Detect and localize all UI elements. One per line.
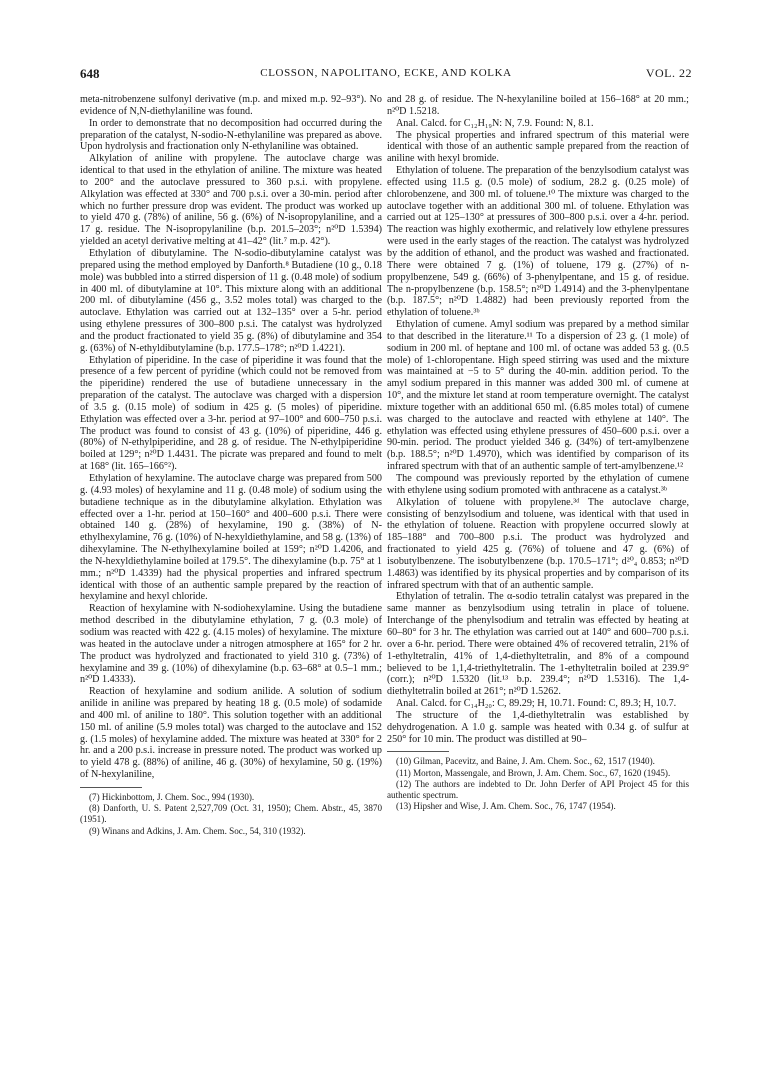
page-number: 648: [80, 66, 100, 81]
paragraph: The compound was previously reported by the ethylation of cumene with ethylene using sodium promoted with anthracene as a catalyst.³ᵇ: [387, 473, 689, 496]
paragraph: The structure of the 1,4-diethyltetralin was established by dehydrogenation. A 1.0 g. sample was heated with 0.34 g. of sulfur at 250° for 10 min. The product was distilled at 90–: [387, 709, 689, 745]
paragraph: The physical properties and infrared spectrum of this material were identical with those of an authentic sample prepared from the reaction of aniline with hexyl bromide.: [387, 129, 689, 165]
analysis-line: Anal. Calcd. for C₁₂H₁₉N: N, 7.9. Found: N, 8.1.: [396, 117, 594, 129]
footnote: (13) Hipsher and Wise, J. Am. Chem. Soc., 76, 1747 (1954).: [396, 801, 616, 812]
volume-label: VOL. 22: [645, 66, 692, 80]
paragraph: Ethylation of piperidine. In the case of piperidine it was found that the presence of a few percent of pyridine (which could not be removed from the piperidine) rendered the use of butadiene unnecessary in the preparation of the catalyst. The autoclave was charged with a dispersion of 3.5 g. (0.15 mole) of sodium in 425 g. (5 moles) of piperidine. Ethylation was effected over a 3-hr. period at 97–100° and 600–750 p.s.i. The product was found to consist of 43 g. (10%) of piperidine, 446 g. (80%) of N-ethylpiperidine, and 28 g. of residue. The N-ethylpiperidine boiled at 129°; n²⁰D 1.4431. The picrate was prepared and found to melt at 168° (lit. 165–166°²).: [80, 354, 382, 473]
footnote-divider: [387, 751, 449, 752]
paragraph: Ethylation of toluene. The preparation of the benzylsodium catalyst was effected using 11.5 g. (0.5 mole) of sodium, 28.2 g. (0.25 mole) of chlorobenzene, and 300 ml. of toluene.¹⁰ The mixture was charged to the autoclave together with an additional 300 ml. of toluene. Ethylation was carried out at 125–130° at pressures of 300–800 p.s.i. over a 4-hr. period. The reaction was highly exothermic, and relatively low ethylene pressures were used in the early stages of the reaction. The catalyst was hydrolyzed by the addition of ethanol, and the product was washed and fractionated. There were obtained 7 g. (1%) of toluene, 179 g. (27%) of n-propylbenzene, 549 g. (66%) of 3-phenylpentane, and 15 g. of residue. The n-propylbenzene (b.p. 158.5°; n²⁰D 1.4914) and the 3-phenylpentane (b.p. 187.5°; n²⁰D 1.4882) had been previously reported from the ethylation of toluene.³ᵇ: [387, 165, 689, 319]
right-column: [387, 94, 689, 812]
footnote: (8) Danforth, U. S. Patent 2,527,709 (Oct. 31, 1950); Chem. Abstr., 45, 3870 (1951).: [80, 803, 382, 825]
footnote: (10) Gilman, Pacevitz, and Baine, J. Am. Chem. Soc., 62, 1517 (1940).: [396, 756, 655, 767]
footnote: (12) The authors are indebted to Dr. John Derfer of API Project 45 for this authentic spectrum.: [387, 778, 689, 801]
paragraph: Alkylation of aniline with propylene. The autoclave charge was identical to that used in the ethylation of aniline. The mixture was heated to 200° and the autoclave pressured to 360 p.s.i. with propylene. Alkylation was effected at 330° and 700 p.s.i. over a 30-min. period after which no further pressure drop was evident. The product was worked up to yield 470 g. (78%) of aniline, 56 g. (6%) of N-isopropylaniline, and a 17 g. residue. The N-isopropylaniline (b.p. 201.5–203°; n²⁰D 1.5394) yielded an acetyl derivative melting at 41–42° (lit.⁷ m.p. 42°).: [80, 153, 382, 248]
left-column: [80, 94, 382, 837]
footnote-divider: [80, 787, 142, 788]
footnote: (7) Hickinbottom, J. Chem. Soc., 994 (1930).: [89, 791, 255, 802]
paragraph: Alkylation of toluene with propylene.³ᵈ The autoclave charge, consisting of benzylsodium and toluene, was identical with that used in the ethylation of toluene. Reaction with propylene occurred slowly at 185–188° and 700–800 p.s.i. The product was hydrolyzed and fractionated to yield 425 g. (76%) of toluene and 47 g. (6%) of isobutylbenzene. The isobutylbenzene (b.p. 170.5–171°; d²⁰₄ 0.853; n²⁰D 1.4863) was identified by its physical properties and by comparison of its infrared spectrum with that of an authentic sample.: [387, 496, 689, 591]
paragraph: Ethylation of hexylamine. The autoclave charge was prepared from 500 g. (4.93 moles) of hexylamine and 11 g. (0.48 mole) of sodium using the butadiene technique as in the dibutylamine alkylation. Ethylation was effected over a 1-hr. period at 150–160° and 400–600 p.s.i. There were obtained 140 g. (28%) of hexylamine, 190 g. (38%) of N-ethylhexylamine, 76 g. (10%) of N-hexyldiethylamine, and 58 g. (13%) of dihexylamine. The N-ethylhexylamine boiled at 159°; n²⁰D 1.4206, and the N-hexyldiethylamine boiled at 179.5°. The dihexylamine (b.p. 75° at 1 mm.; n²⁰D 1.4339) had the physical properties and infrared spectrum identical with those of an authentic sample prepared by the reaction of hexylamine and hexyl chloride.: [80, 473, 382, 603]
paragraph: Ethylation of cumene. Amyl sodium was prepared by a method similar to that described in the literature.¹¹ To a dispersion of 23 g. (1 mole) of sodium in 200 ml. of heptane and 100 ml. of octane was added 53 g. (0.5 mole) of 1-chloropentane. High speed stirring was used and the mixture was maintained at −5 to 5° during the 40-min. addition period. To the amyl sodium prepared in this manner was added 300 ml. of cumene at 10°, and the mixture let stand at room temperature overnight. The catalyst mixture together with an additional 650 ml. (6.85 moles total) of cumene was charged to the autoclave and reacted with ethylene at 140°. The ethylation was effected using ethylene pressures of 450–600 p.s.i. over a 90-min. period. The product yielded 346 g. (34%) of tert-amylbenzene (b.p. 188.5°; n²⁰D 1.4970), which was identified by comparison of its infrared spectrum with that of an authentic sample of tert-amylbenzene.¹²: [387, 319, 689, 473]
paragraph: Ethylation of tetralin. The α-sodio tetralin catalyst was prepared in the same manner as benzylsodium using tetralin in place of toluene. Interchange of the phenylsodium and tetralin was effected by heating at 60–80° for 3 hr. The ethylation was carried out at 140° and 600–700 p.s.i. over a 6-hr. period. There were obtained 4% of recovered tetralin, 21% of 1-ethyltetralin, 41% of 1,4-diethyltetralin, and 8% of a compound believed to be 1,1,4-triethyltetralin. The 1-ethyltetralin boiled at 239.9° (corr.); n²⁰D 1.5320 (lit.¹³ b.p. 239.4°; n²⁰D 1.5316). The 1,4-diethyltetralin boiled at 261°; n²⁰D 1.5262.: [387, 591, 689, 698]
paragraph: In order to demonstrate that no decomposition had occurred during the preparation of the catalyst, N-sodio-N-ethylaniline was prepared as above. Upon hydrolysis and fractionation only N-ethylaniline was obtained.: [80, 117, 382, 153]
footnote: (9) Winans and Adkins, J. Am. Chem. Soc., 54, 310 (1932).: [89, 825, 306, 836]
paragraph: Reaction of hexylamine and sodium anilide. A solution of sodium anilide in aniline was prepared by heating 18 g. (0.5 mole) of sodamide and 400 ml. of aniline to 180°. This solution together with an additional 150 ml. of aniline (5.9 moles total) was charged to the autoclave and 152 g. (1.5 moles) of hexylamine added. The mixture was heated at 330° for 2 hr. and a 200 p.s.i. increase in pressure noted. The product was worked up to yield 478 g. (88%) of aniline, 46 g. (30%) of hexylamine, 50 g. (19%) of N-hexylaniline,: [80, 686, 382, 781]
paragraph: Reaction of hexylamine with N-sodiohexylamine. Using the butadiene method described in the dibutylamine ethylation, 7 g. (0.3 mole) of sodium was reacted with 422 g. (4.15 moles) of hexylamine. The mixture was heated in the autoclave under a nitrogen atmosphere at 165° for 2 hr. The product was hydrolyzed and fractionated to yield 310 g. (73%) of hexylamine and 39 g. (10%) of dihexylamine (b.p. 63–68° at 0.5–1 mm.; n²⁰D 1.4333).: [80, 603, 382, 686]
paragraph: and 28 g. of residue. The N-hexylaniline boiled at 156–168° at 20 mm.; n²⁰D 1.5218.: [387, 94, 689, 117]
footnote: (11) Morton, Massengale, and Brown, J. Am. Chem. Soc., 67, 1620 (1945).: [396, 767, 671, 778]
paragraph: Ethylation of dibutylamine. The N-sodio-dibutylamine catalyst was prepared using the method employed by Danforth.⁸ Butadiene (10 g., 0.18 mole) was bubbled into a stirred dispersion of 11 g. (0.48 mole) of sodium in 400 ml. of dibutylamine at 10°. This mixture along with an additional 200 ml. of dibutylamine (456 g., 3.52 moles total) was charged to the autoclave. Ethylation was carried out at 132–135° over a 5-hr. period using ethylene pressures of 300–800 p.s.i. The catalyst was hydrolyzed and the product fractionated to yield 35 g. (8%) of dibutylamine and 354 g. (63%) of N-ethyldibutylamine (b.p. 177.5–178°; n²⁰D 1.4221).: [80, 247, 382, 354]
analysis-line: Anal. Calcd. for C₁₄H₂₀: C, 89.29; H, 10.71. Found: C, 89.3; H, 10.7.: [396, 698, 677, 710]
running-authors: CLOSSON, NAPOLITANO, ECKE, AND KOLKA: [260, 67, 512, 79]
running-header: [80, 66, 692, 84]
paragraph: meta-nitrobenzene sulfonyl derivative (m.p. and mixed m.p. 92–93°). No evidence of N,N-diethylaniline was found.: [80, 94, 382, 117]
